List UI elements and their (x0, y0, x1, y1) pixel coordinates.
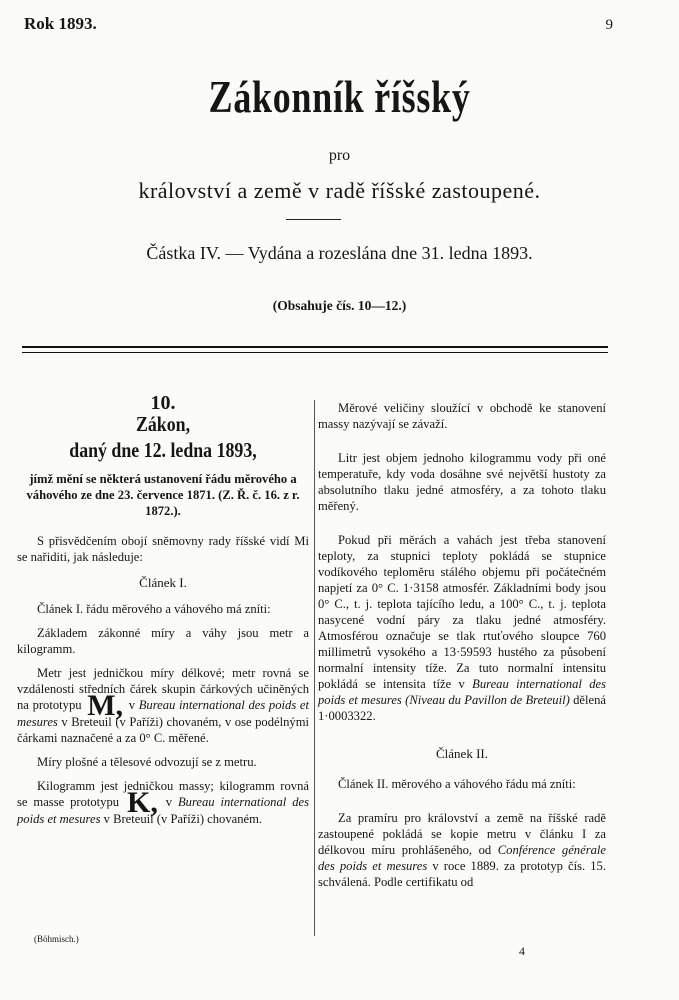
italic-run: Bureau international des poids et mesures (17, 698, 309, 729)
header-year: Rok 1893. (24, 14, 97, 33)
page-number: 9 (605, 17, 613, 33)
paragraph: Článek II. měrového a váhového řádu má zníti: (338, 777, 576, 791)
short-divider (286, 219, 341, 220)
sheet-number: 4 (519, 944, 525, 958)
prototype-mark-k: K, (127, 786, 158, 819)
issue-line: Částka IV. — Vydána a rozeslána dne 31. ledna 1893. (146, 243, 533, 263)
article-1-heading: Článek I. (139, 575, 187, 590)
italic-run: Conférence générale des poids et mesures (318, 843, 606, 873)
text-run: v Breteuil (v Paříži) chovaném. (103, 812, 263, 826)
double-rule-top (22, 346, 608, 348)
law-description: jímž mění se některá ustanovení řádu měrového a váhového ze dne 23. července 1871. (Z. Ř. č. 16. z r. 1872.). (26, 472, 300, 518)
contents-note: (Obsahuje čís. 10—12.) (272, 298, 407, 313)
law-number: 10. (150, 392, 176, 414)
prototype-mark-m: M, (87, 689, 124, 722)
paragraph-metre (17, 665, 309, 746)
paragraph: Článek I. řádu měrového a váhového má zníti: (37, 602, 271, 616)
masthead-title: Zákonník říšský (208, 71, 471, 122)
text-run: Pokud při měrách a vahách jest třeba stanovení teploty, za stupnici teploty pokládá se stupnice vodíkového teploměru stálého objemu při počátečném napjetí za 0° C. 1·3158 atmosfér. Základními body jsou 0° C., t. j. teplota tajícího ledu, a 100° C., t. j. teplota nasycené vodní páry za tlaku jedné atmosféry. Atmosférou označuje se tlak rtuťového sloupce 760 millimetrů vysokého a 13·59593 hustého za působení normalní intensity tíže. Za tuto normalní intensitu pokládá se intensita tíže v (318, 533, 606, 691)
text-run: dělená 1·0003322. (318, 693, 606, 723)
right-column (318, 400, 606, 890)
text-run: v (128, 698, 136, 712)
intro-paragraph: S přisvědčením obojí sněmovny rady říšské vidí Mi se nařiditi, jak následuje: (17, 534, 309, 564)
paragraph: Základem zákonné míry a váhy jsou metr a kilogramm. (17, 626, 309, 656)
text-run: Metr jest jedničkou míry délkové; metr rovná se vzdálenosti středních čárek skupin čárkových učiněných na prototypu (17, 666, 309, 712)
text-run: Kilogramm jest jedničkou massy; kilogramm rovná se masse prototypu (17, 779, 309, 809)
text-run: v (165, 795, 173, 809)
text-run: v Breteuil (v Paříži) chovaném, v ose podélnými čárkami naznačené a za 0° C. měřené. (17, 715, 309, 745)
left-column (17, 392, 309, 827)
italic-run: Bureau international des poids et mesures (17, 795, 309, 826)
double-rule-bottom (22, 352, 608, 353)
paragraph-temperature (318, 532, 606, 724)
law-title-line1: Zákon, (135, 412, 191, 436)
article-2-heading: Článek II. (436, 746, 488, 761)
masthead-subtitle: království a země v radě říšské zastoupené. (138, 178, 541, 203)
law-title-line2: daný dne 12. ledna 1893, (69, 438, 257, 462)
column-divider (314, 400, 315, 936)
paragraph-kilogram (17, 778, 309, 827)
masthead-pro: pro (328, 147, 351, 164)
paragraph: Měrové veličiny sloužící v obchodě ke stanovení massy nazývají se závaží. (318, 401, 606, 431)
text-run: v roce 1889. za prototyp čís. 15. schválená. Podle certifikatu od (318, 859, 606, 889)
paragraph: Litr jest objem jednoho kilogrammu vody při oné temperatuře, kdy voda dosáhne své největší hustoty za absolutního tlaku jedné atmosféry, a za tohoto tlaku měřený. (318, 451, 606, 513)
text-run: Za pramíru pro království a země na říšské radě zastoupené pokládá se kopie metru v článku I za délkovou míru prohlášeného, od (318, 811, 606, 857)
paragraph: Míry plošné a tělesové odvozují se z metru. (37, 755, 257, 769)
italic-run: Bureau international des poids et mesures (Niveau du Pavillon de Breteuil) (318, 677, 606, 707)
printer-note: (Böhmisch.) (34, 934, 79, 944)
paragraph-prototype (318, 810, 606, 890)
